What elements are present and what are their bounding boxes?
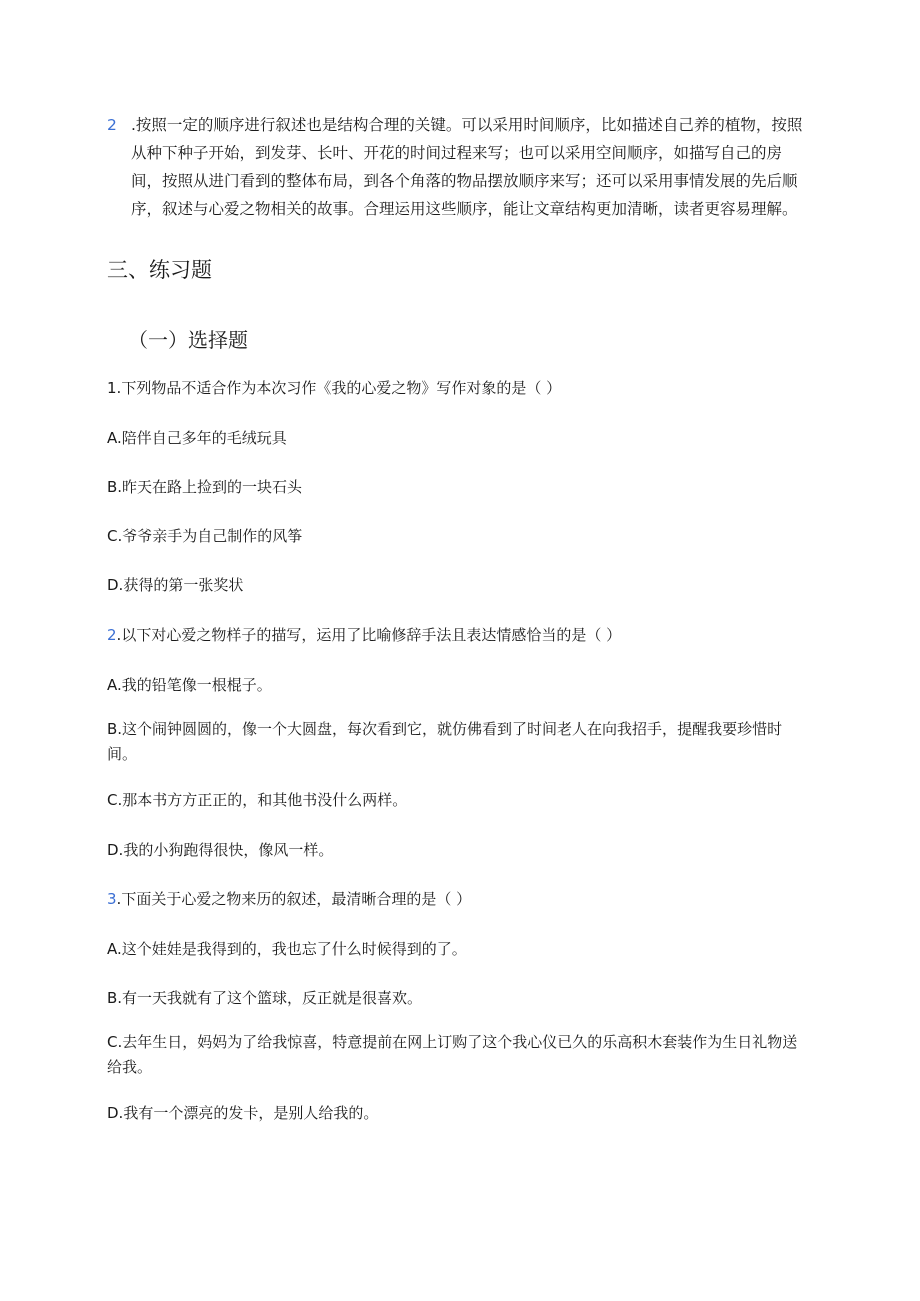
question-2-option-b: B.这个闹钟圆圆的，像一个大圆盘，每次看到它，就仿佛看到了时间老人在向我招手，提醒我要珍惜时间。 [107, 720, 783, 763]
question-3-option-c: C.去年生日，妈妈为了给我惊喜，特意提前在网上订购了这个我心仪已久的乐高积木套装作为生日礼物送给我。 [107, 1033, 798, 1076]
question-2-number: 2 [107, 626, 117, 644]
question-1-stem: 1.下列物品不适合作为本次习作《我的心爱之物》写作对象的是（ ） [107, 379, 562, 397]
question-3-number: 3 [107, 890, 117, 908]
intro-paragraph [107, 111, 807, 223]
question-2-option-c: C.那本书方方正正的，和其他书没什么两样。 [107, 791, 408, 809]
question-1-option-d: D.获得的第一张奖状 [107, 576, 244, 594]
question-2-option-d: D.我的小狗跑得很快，像风一样。 [107, 841, 334, 859]
question-3-option-b: B.有一天我就有了这个篮球，反正就是很喜欢。 [107, 989, 423, 1007]
intro-text: .按照一定的顺序进行叙述也是结构合理的关键。可以采用时间顺序，比如描述自己养的植物，按照从种下种子开始，到发芽、长叶、开花的时间过程来写；也可以采用空间顺序，如描写自己的房间，按照从进门看到的整体布局，到各个角落的物品摆放顺序来写；还可以采用事情发展的先后顺序，叙述与心爱之物相关的故事。合理运用这些顺序，能让文章结构更加清晰，读者更容易理解。 [131, 116, 803, 218]
question-2-option-a: A.我的铅笔像一根棍子。 [107, 676, 272, 694]
question-3-option-d: D.我有一个漂亮的发卡，是别人给我的。 [107, 1104, 379, 1122]
question-1-option-b: B.昨天在路上捡到的一块石头 [107, 478, 303, 496]
question-1-option-c: C.爷爷亲手为自己制作的风筝 [107, 527, 303, 545]
section-title: 三、练习题 [107, 258, 212, 282]
question-3-stem: 3.下面关于心爱之物来历的叙述，最清晰合理的是（ ） [107, 890, 472, 908]
question-2-stem: 2.以下对心爱之物样子的描写，运用了比喻修辞手法且表达情感恰当的是（ ） [107, 626, 622, 644]
question-1-number: 1 [107, 379, 117, 397]
question-3-option-a: A.这个娃娃是我得到的，我也忘了什么时候得到的了。 [107, 940, 467, 958]
question-1-option-a: A.陪伴自己多年的毛绒玩具 [107, 429, 287, 447]
intro-number: 2 [107, 116, 117, 134]
subsection-title: （一）选择题 [128, 328, 248, 352]
